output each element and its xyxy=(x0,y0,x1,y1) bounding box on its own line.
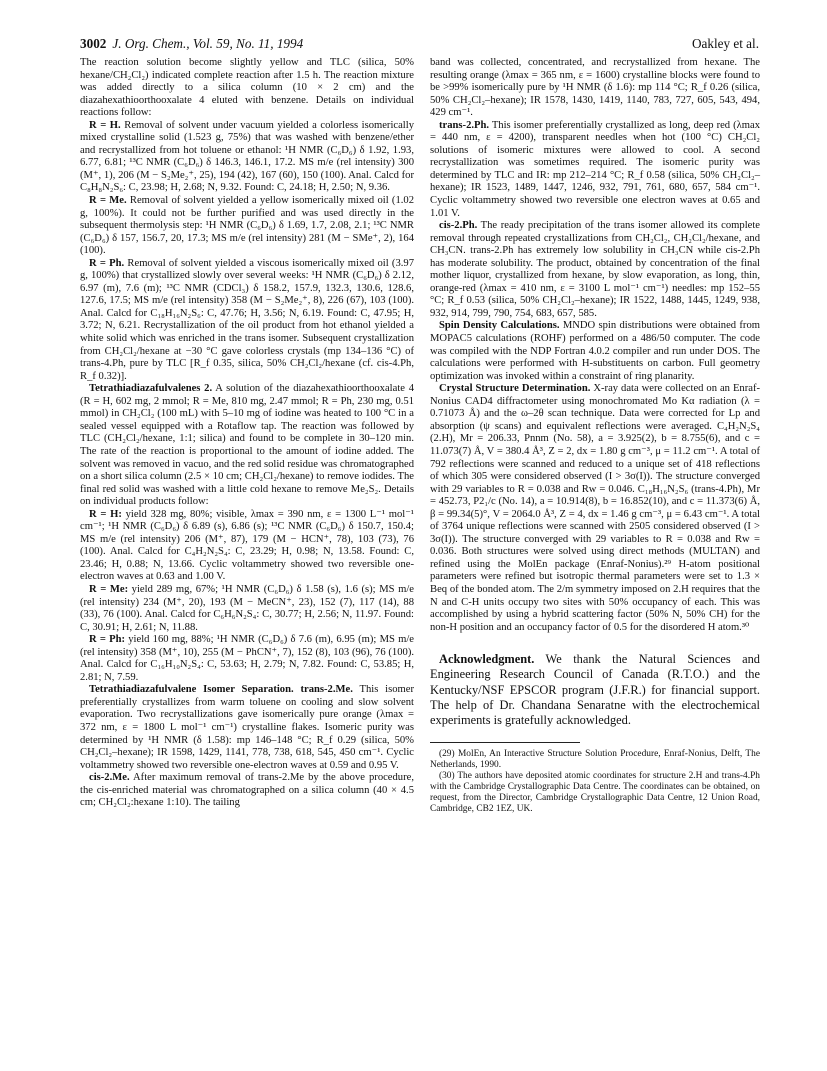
paragraph-heading: R = Me. xyxy=(89,195,127,207)
page-number: 3002 xyxy=(80,36,107,51)
paragraph-heading: R = Ph. xyxy=(89,257,125,269)
paragraph xyxy=(80,258,414,383)
footnote-rule xyxy=(430,742,580,743)
paragraph-text: Removal of solvent yielded a viscous isomerically mixed oil (3.97 g, 100%) that crystallized slowly over several weeks: ¹H NMR (C₆D₆) δ 2.12, 6.97 (m), 7.6 (m); ¹³C NMR (CDCl₃) δ 158.2, 157.9, 132.3, 130.6, 128.6, 127.6, 17.5; MS m/e (rel intensity) 358 (M − S₂Me₂⁺, 8), 226 (67), 103 (100). Anal. Calcd for C₁₈H₁₆N₂S₆: C, 47.76; H, 3.56; N, 6.19. Found: C, 47.95; H, 3.72; N, 6.21. Recrystallization of the oil product from hot ethanol yielded a white solid which was enriched in the trans isomer. Subsequent crystallization from CH₂Cl₂/hexane at −30 °C gave colorless crystals (mp 134–136 °C) of trans-4.Ph, pure by TLC [R_f 0.35, silica, 50% CH₂Cl₂/hexane (cf. cis-4.Ph, R_f 0.32)]. xyxy=(80,257,415,382)
paragraph xyxy=(80,684,414,772)
acknowledgment-text: We thank the Natural Sciences and Engineering Research Council of Canada (R.T.O.) and the Kentucky/NSF EPSCOR program (J.F.R.) for financial support. The help of Dr. Chandana Senaratne with the electrochemical experiments is gratefully acknowledged. xyxy=(430,652,760,727)
paragraph xyxy=(80,634,414,684)
paragraph-text: yield 328 mg, 80%; visible, λmax = 390 nm, ε = 1300 L⁻¹ mol⁻¹ cm⁻¹; ¹H NMR (C₆D₆) δ 6.89 (s), 6.86 (s); ¹³C NMR (C₆D₆) δ 150.7, 150.4; MS m/e (rel intensity) 206 (M⁺, 87), 179 (M − HCN⁺, 78), 103 (73), 76 (100). Anal. Calcd for C₄H₂N₂S₄: C, 23.29; H, 0.98; N, 13.58. Found: C, 23.46; H, 0.88; N, 13.66. Cyclic voltammetry showed two reversible one-electron waves at 0.63 and 1.00 V. xyxy=(80,508,414,583)
paragraph xyxy=(430,220,760,320)
paragraph-heading: Crystal Structure Determination. xyxy=(439,383,591,395)
header-left xyxy=(80,36,303,52)
paragraph xyxy=(430,120,760,220)
paragraph-heading: cis-2.Me. xyxy=(89,772,130,784)
paragraph-text: Removal of solvent under vacuum yielded a colorless isomerically mixed crystalline solid (1.523 g, 75%) that was washed with benzene/ether and recrystallized from hot toluene or ethanol: ¹H NMR (C₆D₆) δ 1.92, 1.93, 6.77, 6.81; ¹³C NMR (C₆D₆) δ 146.3, 146.1, 17.2. MS m/e (rel intensity) 300 (M⁺, 1), 206 (M − S₂Me₂⁺, 25), 194 (42), 167 (60), 150 (100). Anal. Calcd for C₈H₈N₂S₆: C, 23.98; H, 2.68; N, 9.32. Found: C, 24.18; H, 2.50; N, 9.36. xyxy=(80,119,414,194)
paragraph xyxy=(430,57,760,120)
right-column-body xyxy=(430,57,760,634)
paragraph-heading: cis-2.Ph. xyxy=(439,220,478,232)
paragraph-text: yield 160 mg, 88%; ¹H NMR (C₆D₆) δ 7.6 (m), 6.95 (m); MS m/e (rel intensity) 358 (M⁺, 10), 255 (M − PhCN⁺, 7), 152 (8), 103 (96), 76 (100). Anal. Calcd for C₁₆H₁₀N₂S₄: C, 53.63; H, 2.79; N, 7.82. Found: C, 53.85; H, 2.81; N, 7.59. xyxy=(80,634,415,683)
paragraph-text: Removal of solvent yielded a yellow isomerically mixed oil (1.02 g, 100%). It could not be further purified and was used directly in the subsequent thermolysis step: ¹H NMR (C₆D₆) δ 1.69, 1.7, 2.08, 2.1; ¹³C NMR (C₆D₆) δ 157, 156.7, 20, 17.3; MS m/e (rel intensity) 281 (M − SMe⁺, 2), 164 (100). xyxy=(80,195,414,257)
paragraph-text: After maximum removal of trans-2.Me by the above procedure, the cis-enriched material was chromatographed on a silica column (40 × 4.5 cm; CH₂Cl₂:hexane 1:10). The tailing xyxy=(80,772,414,809)
acknowledgment xyxy=(430,652,760,728)
paragraph-text: The ready precipitation of the trans isomer allowed its complete removal through repeated crystallizations from CH₂Cl₂, CH₂Cl₂/hexane, and CH₃CN. trans-2.Ph has extremely low solubility in CH₃CN while cis-2.Ph has moderate solubility. The product, obtained by concentration of the final mother liquor, crystallized from hexane, by slow evaporation, as long, thin, orange-red (λmax = 410 nm, ε = 3100 L mol⁻¹ cm⁻¹) needles: mp 152–55 °C; R_f 0.53 (silica, 50% CH₂Cl₂–hexane); IR 1522, 1488, 1445, 1249, 938, 932, 914, 799, 790, 754, 683, 657, 585. xyxy=(430,220,760,319)
paragraph-text: X-ray data were collected on an Enraf-Nonius CAD4 diffractometer using monochromated Mo Kα radiation (λ = 0.71073 Å) and the ω–2θ scan technique. Data were corrected for Lp and absorption (ψ scans) and equivalent reflections were averaged. C₄H₂N₂S₄ (2.H), Mr = 206.33, Pnnm (No. 58), a = 3.925(2), b = 8.755(6), and c = 11.073(7) Å, V = 380.4 Å³, Z = 2, dx = 1.80 g cm⁻³, μ = 11.2 cm⁻¹. A total of 792 reflections were scanned and reduced to a unique set of 418 reflections of which 305 were considered observed (I > 3σ(I)). The structure converged with 29 variables to R = 0.038 and Rw = 0.046. C₁₈H₁₆N₂S₆ (trans-4.Ph), Mr = 452.73, P2₁/c (No. 14), a = 10.914(8), b = 16.852(10), and c = 11.373(6) Å, β = 99.34(5)°, V = 2064.0 Å³, Z = 4, dx = 1.46 g cm⁻³, μ = 6.43 cm⁻¹. A total of 3764 unique reflections were scanned with 2505 considered observed (I > 3σ(I)). The structure converged with 29 variables to R = 0.038 and Rw = 0.036. Both structures were solved using direct methods (MULTAN) and refined using the MolEn package (Enraf-Nonius).²⁹ H-atom positional parameters were refined but isotropic thermal parameters were set to 1.3 × Beq of the bonded atom. The 2/m symmetry imposed on 2.H requires that the N and C-H units occupy two sites with 50% occupancy of each. This was accomplished by using a hybrid scattering factor (50% N, 50% CH) for the non-H position and an occupancy factor of 0.5 for the disordered H atom.³⁰ xyxy=(430,383,760,633)
right-column xyxy=(430,57,760,815)
paragraph-heading: R = Me: xyxy=(89,583,129,595)
paragraph-text: A solution of the diazahexathioorthooxalate 4 (R = H, 602 mg, 2 mmol; R = Me, 810 mg, 2.47 mmol; R = Ph, 230 mg, 0.51 mmol) in CH₂Cl₂ (100 mL) with 5–10 mg of iodine was heated to 100 °C in a sealed vessel equipped with a Rotaflow tap. The reaction was followed by TLC (CH₂Cl₂/hexane, 1:1; silica) and found to be complete in 30–120 min. The rate of the reaction is proportional to the amount of iodine added. The solvent was removed in vacuo, and the red solid residue was chromatographed on a short silica column (2.5 × 10 cm; CH₂Cl₂/hexane) to remove iodides. The final red solid was washed with a little cold hexane to remove Me₂S₂. Details on individual products follow: xyxy=(80,383,414,508)
paragraph xyxy=(80,120,414,195)
paragraph xyxy=(80,195,414,258)
acknowledgment-heading: Acknowledgment. xyxy=(439,652,535,667)
paragraph-heading: R = H. xyxy=(89,119,121,131)
paragraph xyxy=(430,320,760,383)
left-column xyxy=(80,57,414,810)
paragraph xyxy=(80,509,414,584)
footnote: (30) The authors have deposited atomic coordinates for structure 2.H and trans-4.Ph with the Cambridge Crystallographic Data Centre. The coordinates can be obtained, on request, from the Director, Cambridge Crystallographic Data Centre, 12 Union Road, Cambridge, CB2 1EZ, UK. xyxy=(430,771,760,815)
paragraph-heading: Tetrathiadiazafulvalenes 2. xyxy=(89,383,213,395)
paragraph-heading: R = H: xyxy=(89,508,122,520)
paragraph-text: yield 289 mg, 67%; ¹H NMR (C₆D₆) δ 1.58 (s), 1.6 (s); MS m/e (rel intensity) 234 (M⁺, 20), 193 (M − MeCN⁺, 23), 152 (7), 117 (14), 88 (33), 76 (100). Anal. Calcd for C₆H₆N₂S₄: C, 30.77; H, 2.56; N, 11.97. Found: C, 30.91; H, 2.61; N, 11.88. xyxy=(80,583,414,633)
paragraph-text: The reaction solution become slightly yellow and TLC (silica, 50% hexane/CH₂Cl₂) indicated complete reaction after 1.5 h. The reaction mixture was added directly to a silica column (10 × 2 cm) and the diazahexathioorthooxalate 4 eluted with benzene. Details on individual reactions follow: xyxy=(80,57,414,119)
paragraph-text: This isomer preferentially crystallizes from warm toluene on cooling and slow solvent evaporation. Two recrystallizations gave isomerically pure orange (λmax = 372 nm, ε = 1800 L mol⁻¹ cm⁻¹) crystalline flakes. Isomeric purity was determined by ¹H NMR (δ 1.58): mp 146–148 °C; R_f 0.29 (silica, 50% CH₂Cl₂–hexane); IR 1598, 1429, 1141, 778, 738, 618, 545, 450 cm⁻¹. Cyclic voltammetry showed two reversible one-electron waves at 0.59 and 0.95 V. xyxy=(80,684,414,771)
paragraph xyxy=(80,57,414,120)
paragraph-heading: Tetrathiadiazafulvalene Isomer Separation. trans-2.Me. xyxy=(89,684,353,696)
paragraph-heading: Spin Density Calculations. xyxy=(439,320,560,332)
running-header xyxy=(80,36,759,54)
paragraph-text: MNDO spin distributions were obtained from MOPAC5 calculations (ROHF) performed on a 486/50 computer. The code was compiled with the NDP Fortran 4.0.2 compiler and run under DOS. The calculations were performed with H-substituents on carbon. Full geometry optimization was invoked within a constraint of ring planarity. xyxy=(430,320,760,382)
paragraph xyxy=(80,383,414,508)
paragraph xyxy=(80,584,414,634)
paragraph-heading: R = Ph: xyxy=(89,634,126,646)
paragraph-text: band was collected, concentrated, and recrystallized from hexane. The resulting orange (λmax = 365 nm, ε = 1600) crystalline blocks were found to be >99% isomerically pure by ¹H NMR (δ 1.6): mp 114 °C; R_f 0.26 (silica, 50% CH₂Cl₂–hexane); IR 1578, 1430, 1419, 1140, 783, 727, 605, 543, 494, 429 cm⁻¹. xyxy=(430,57,760,119)
journal-citation: J. Org. Chem., Vol. 59, No. 11, 1994 xyxy=(112,36,304,51)
header-authors: Oakley et al. xyxy=(691,36,759,51)
paragraph xyxy=(80,772,414,810)
paragraph-text: This isomer preferentially crystallized as long, deep red (λmax = 440 nm, ε = 4200), transparent needles when hot (100 °C) CH₂Cl₂ solutions of isomeric mixtures were allowed to cool. A second recrystallization was sometimes required. The isomeric purity was determined by TLC and IR: mp 212–214 °C; R_f 0.58 (silica, 50% CH₂Cl₂–hexane); IR 1523, 1489, 1447, 1246, 932, 791, 761, 680, 657, 584 cm⁻¹. Cyclic voltammetry showed two reversible one electron waves at 0.65 and 1.01 V. xyxy=(430,119,760,219)
footnote: (29) MolEn, An Interactive Structure Solution Procedure, Enraf-Nonius, Delft, The Netherlands, 1990. xyxy=(430,749,760,771)
paragraph-heading: trans-2.Ph. xyxy=(439,119,490,131)
paragraph xyxy=(430,383,760,634)
footnotes xyxy=(430,749,760,815)
